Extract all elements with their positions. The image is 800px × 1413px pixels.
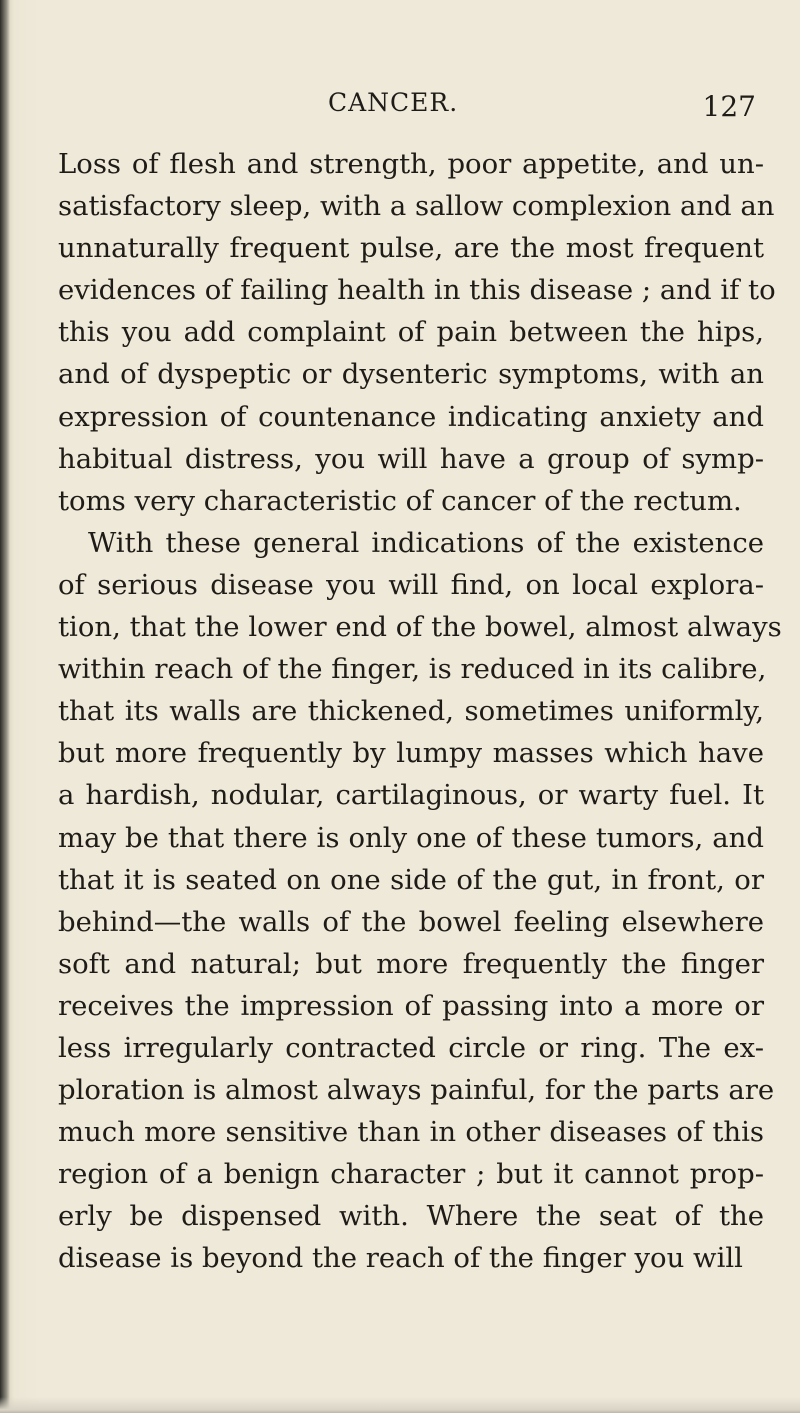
text-line: region of a benign character ; but it cannot prop- xyxy=(58,1158,764,1191)
text-line: expression of countenance indicating anxiety and xyxy=(58,400,764,433)
text-line: much more sensitive than in other diseases of this xyxy=(58,1116,764,1149)
text-line: habitual distress, you will have a group of symp- xyxy=(58,442,764,475)
binding-shadow xyxy=(0,0,10,1413)
text-line: this you add complaint of pain between the hips, xyxy=(58,316,764,349)
text-line: within reach of the finger, is reduced in its calibre, xyxy=(58,653,767,686)
text-line: that its walls are thickened, sometimes uniformly, xyxy=(58,695,764,728)
text-line: evidences of failing health in this disease ; and if to xyxy=(58,274,776,307)
text-line: a hardish, nodular, cartilaginous, or warty fuel. It xyxy=(58,779,764,812)
page-number: 127 xyxy=(702,90,756,123)
text-line: Loss of flesh and strength, poor appetite, and un- xyxy=(58,148,764,180)
text-line: erly be dispensed with. Where the seat of the xyxy=(58,1200,764,1233)
text-line: behind—the walls of the bowel feeling elsewhere xyxy=(58,905,764,938)
text-line: may be that there is only one of these tumors, and xyxy=(58,821,764,854)
text-line: disease is beyond the reach of the finger you will xyxy=(58,1242,743,1275)
text-line: less irregularly contracted circle or ring. The ex- xyxy=(58,1031,764,1064)
text-line: With these general indications of the existence xyxy=(88,526,764,559)
body-text xyxy=(58,143,782,1280)
text-line: satisfactory sleep, with a sallow complexion and an xyxy=(58,190,775,223)
text-line: of serious disease you will find, on local explora- xyxy=(58,568,764,601)
page-bottom-edge xyxy=(0,1397,800,1413)
text-line: and of dyspeptic or dysenteric symptoms, with an xyxy=(58,358,764,391)
text-line: tion, that the lower end of the bowel, almost always xyxy=(58,611,782,644)
running-head: CANCER. xyxy=(328,88,459,117)
page-header xyxy=(58,88,768,128)
text-line: toms very characteristic of cancer of the rectum. xyxy=(58,484,742,517)
text-line: that it is seated on one side of the gut, in front, or xyxy=(58,863,764,896)
text-line: ploration is almost always painful, for the parts are xyxy=(58,1074,775,1107)
text-line: receives the impression of passing into a more or xyxy=(58,989,764,1022)
text-line: but more frequently by lumpy masses which have xyxy=(58,737,764,770)
text-line: unnaturally frequent pulse, are the most frequent xyxy=(58,232,764,265)
text-line: soft and natural; but more frequently the finger xyxy=(58,947,764,980)
